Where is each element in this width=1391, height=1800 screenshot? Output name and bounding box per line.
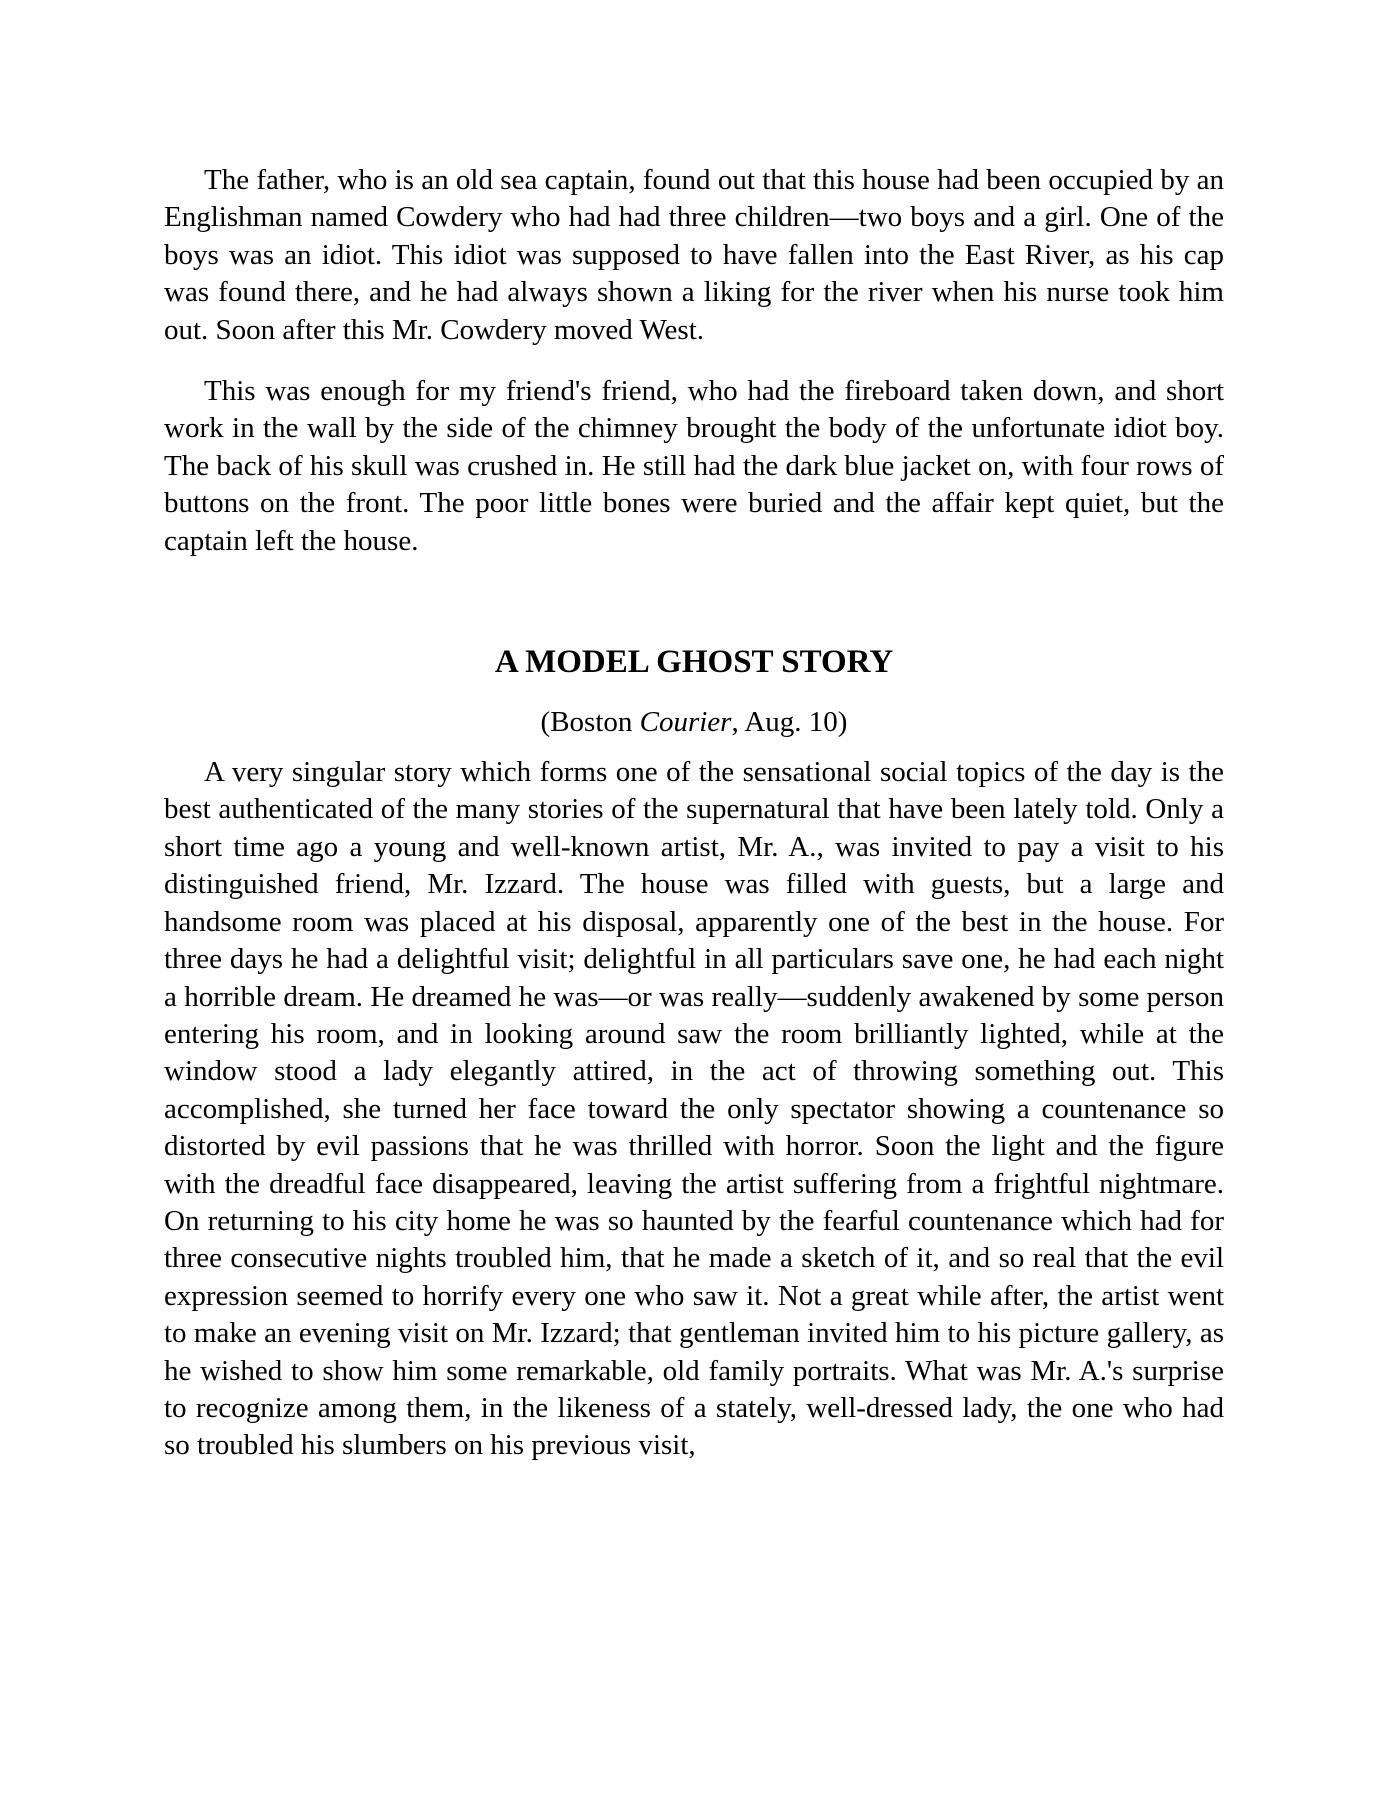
source-prefix: (Boston — [540, 706, 640, 739]
paragraph-idiot-boy-found: This was enough for my friend's friend, who had the fireboard taken down, and short work in the wall by the side of the chimney brought the body of the unfortunate idiot boy. The back of his skull was crushed in. He still had the dark blue jacket on, with four rows of buttons on the front. The poor little bones were buried and the affair kept quiet, but the captain left the house. — [164, 375, 1224, 557]
section-source-citation — [164, 704, 1224, 741]
paragraph-captain-story: The father, who is an old sea captain, found out that this house had been occupied by an Englishman named Cowdery who had had three children—two boys and a girl. One of the boys was an idiot. This idiot was supposed to have fallen into the East River, as his cap was found there, and he had always shown a liking for the river when his nurse took him out. Soon after this Mr. Cowdery moved West. — [164, 164, 1224, 346]
section-title: A MODEL GHOST STORY — [494, 644, 894, 681]
source-newspaper-name: Courier — [639, 706, 732, 739]
paragraph-model-ghost-story: A very singular story which forms one of the sensational social topics of the day is the best authenticated of the many stories of the supernatural that have been lately told. Only a short time ago a young and well-known artist, Mr. A., was invited to pay a visit to his distinguished friend, Mr. Izzard. The house was filled with guests, but a large and handsome room was placed at his disposal, apparently one of the best in the house. For three days he had a delightful visit; delightful in all particulars save one, he had each night a horrible dream. He dreamed he was—or was really—suddenly awakened by some person entering his room, and in looking around saw the room brilliantly lighted, while at the window stood a lady elegantly attired, in the act of throwing something out. This accomplished, she turned her face toward the only spectator showing a countenance so distorted by evil passions that he was thrilled with horror. Soon the light and the figure with the dreadful face disappeared, leaving the artist suffering from a frightful nightmare. On returning to his city home he was so haunted by the fearful countenance which had for three consecutive nights troubled him, that he made a sketch of it, and so real that the evil expression seemed to horrify every one who saw it. Not a great while after, the artist went to make an evening visit on Mr. Izzard; that gentleman invited him to his picture gallery, as he wished to show him some remarkable, old family portraits. What was Mr. A.'s surprise to recognize among them, in the likeness of a stately, well-dressed lady, the one who had so troubled his slumbers on his previous visit, — [164, 756, 1224, 1462]
book-page — [164, 162, 1224, 1465]
source-suffix: , Aug. 10) — [731, 706, 848, 739]
